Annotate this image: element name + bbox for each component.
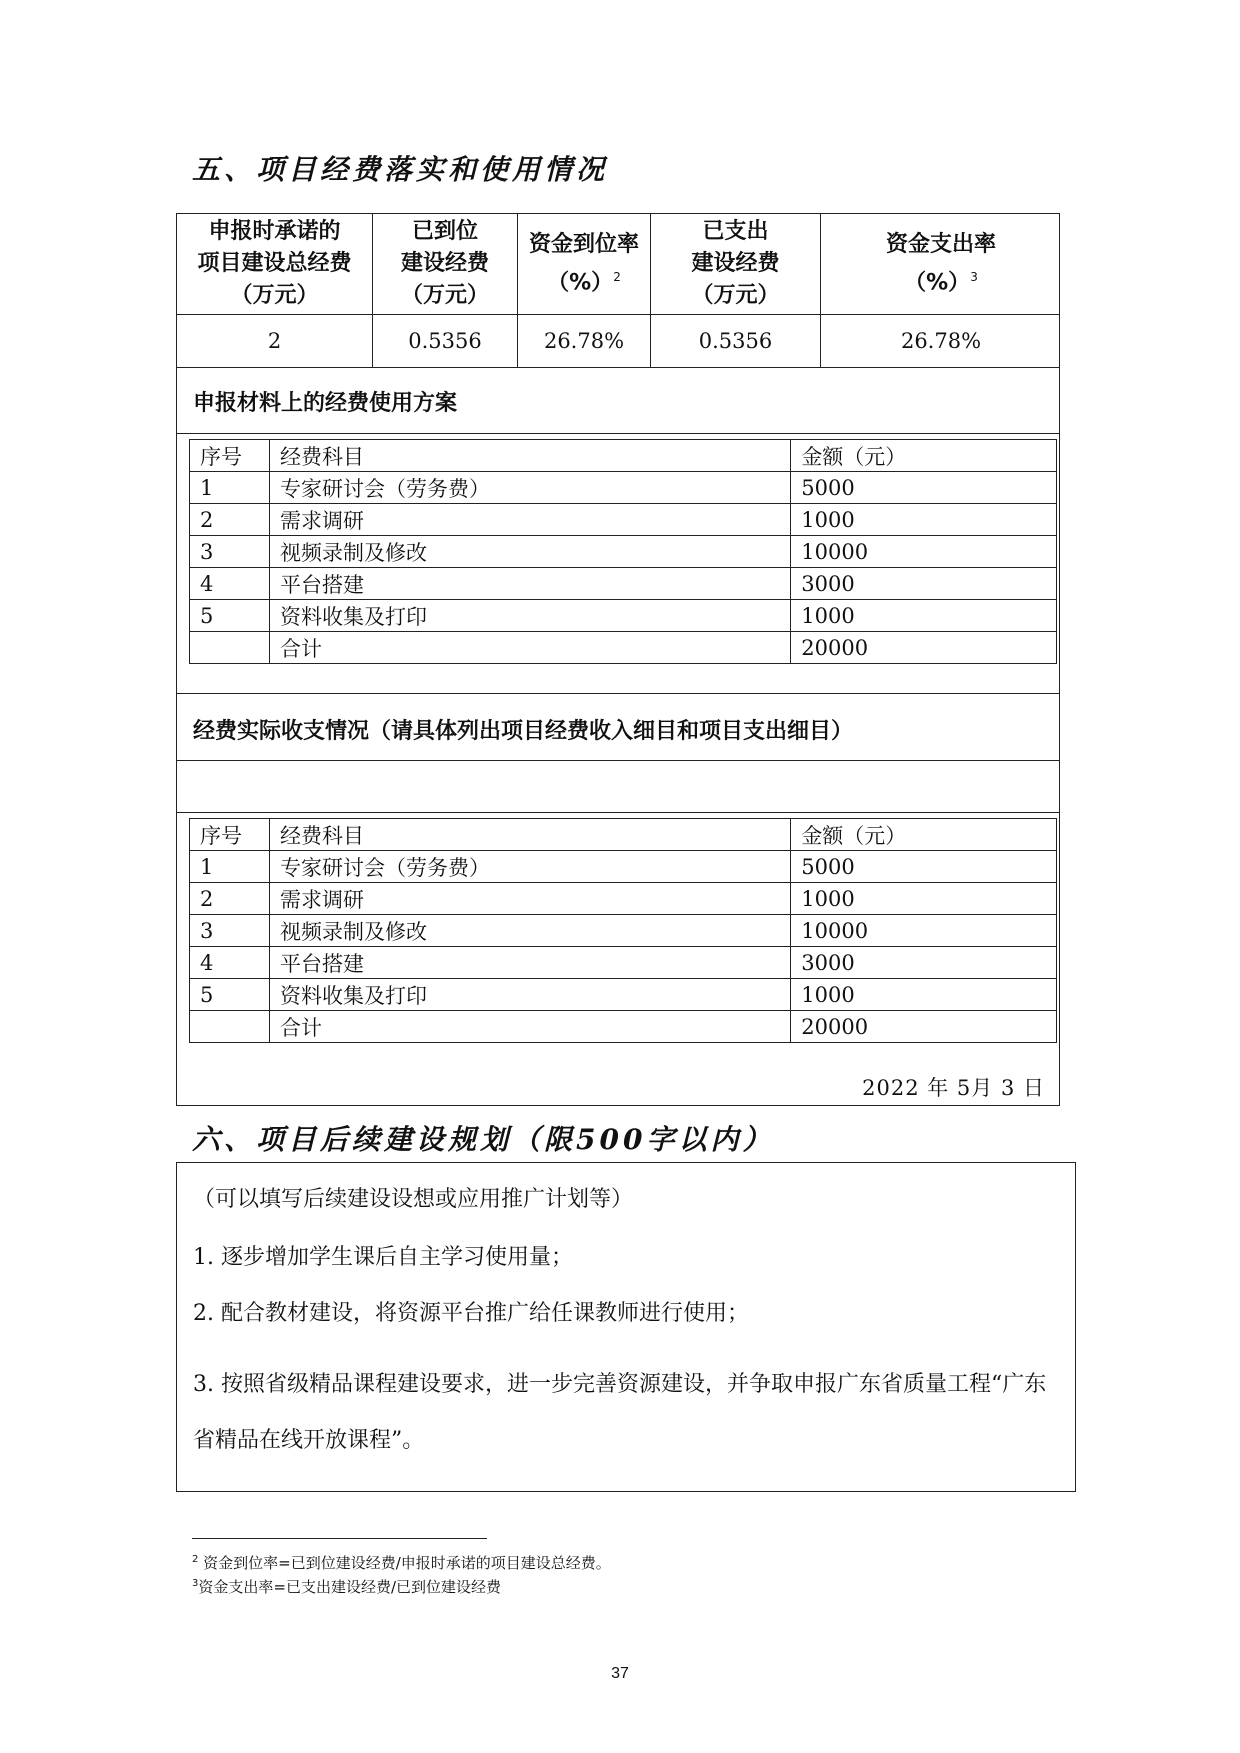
divider [177, 760, 1059, 761]
value-spent-funds: 0.5356 [651, 315, 821, 367]
plan-hint: （可以填写后续建设设想或应用推广计划等） [193, 1187, 634, 1212]
funds-table [176, 213, 1060, 1106]
table-row: 2 需求调研 1000 [190, 883, 1057, 915]
divider [177, 812, 1059, 813]
plan-budget-table [189, 439, 1057, 664]
table-total-row: 合计 20000 [190, 632, 1057, 664]
plan-item: 2. 配合教材建设，将资源平台推广给任课教师进行使用； [193, 1301, 749, 1326]
actual-budget-heading: 经费实际收支情况（请具体列出项目经费收入细目和项目支出细目） [193, 719, 854, 744]
table-row: 2 需求调研 1000 [190, 504, 1057, 536]
value-receipt-rate: 26.78% [518, 315, 651, 367]
section-6-title: 六、项目后续建设规划（限500字以内） [192, 1123, 775, 1156]
footnote-3: $^3$资金支出率=已支出建设经费/已到位建设经费 [192, 1578, 501, 1596]
table-row: 4 平台搭建 3000 [190, 947, 1057, 979]
divider [177, 433, 1059, 434]
table-row: 4 平台搭建 3000 [190, 568, 1057, 600]
header-spend-rate: 资金支出率 （%）$^3$ [885, 231, 996, 296]
value-spend-rate: 26.78% [900, 329, 982, 353]
header-spent-funds: 已支出 建设经费 （万元） [651, 214, 821, 314]
header-received-funds: 已到位 建设经费 （万元） [373, 214, 518, 314]
follow-up-plan-box [176, 1162, 1076, 1492]
table-row: 1 专家研讨会（劳务费） 5000 [190, 472, 1057, 504]
plan-item: 1. 逐步增加学生课后自主学习使用量； [193, 1245, 573, 1270]
signature-date: 2022 年 5月 3 日 [862, 1076, 1045, 1100]
table-row: 5 资料收集及打印 1000 [190, 600, 1057, 632]
header-receipt-rate: 资金到位率 （%）$^2$ [518, 214, 651, 314]
value-committed-total: 2 [177, 315, 373, 367]
table-row: 5 资料收集及打印 1000 [190, 979, 1057, 1011]
table-total-row: 合计 20000 [190, 1011, 1057, 1043]
plan-budget-heading: 申报材料上的经费使用方案 [193, 391, 458, 416]
table-row: 3 视频录制及修改 10000 [190, 536, 1057, 568]
header-committed-total: 申报时承诺的 项目建设总经费 （万元） [177, 214, 373, 314]
summary-value-row [177, 315, 1059, 368]
value-received-funds: 0.5356 [373, 315, 518, 367]
section-5-title: 五、项目经费落实和使用情况 [192, 153, 609, 186]
summary-header-row [177, 214, 1059, 315]
table-header-row: 序号 经费科目 金额（元） [190, 819, 1057, 851]
page-number: 37 [611, 1665, 629, 1682]
divider [177, 693, 1059, 694]
plan-item: 3. 按照省级精品课程建设要求，进一步完善资源建设，并争取申报广东省质量工程“广东省精品在线开放课程”。 [193, 1372, 1047, 1453]
table-row: 1 专家研讨会（劳务费） 5000 [190, 851, 1057, 883]
table-header-row: 序号 经费科目 金额（元） [190, 440, 1057, 472]
footnote-2: $^2$ 资金到位率=已到位建设经费/申报时承诺的项目建设总经费。 [192, 1554, 611, 1572]
table-row: 3 视频录制及修改 10000 [190, 915, 1057, 947]
actual-budget-table [189, 818, 1057, 1043]
footnote-separator [192, 1538, 487, 1539]
